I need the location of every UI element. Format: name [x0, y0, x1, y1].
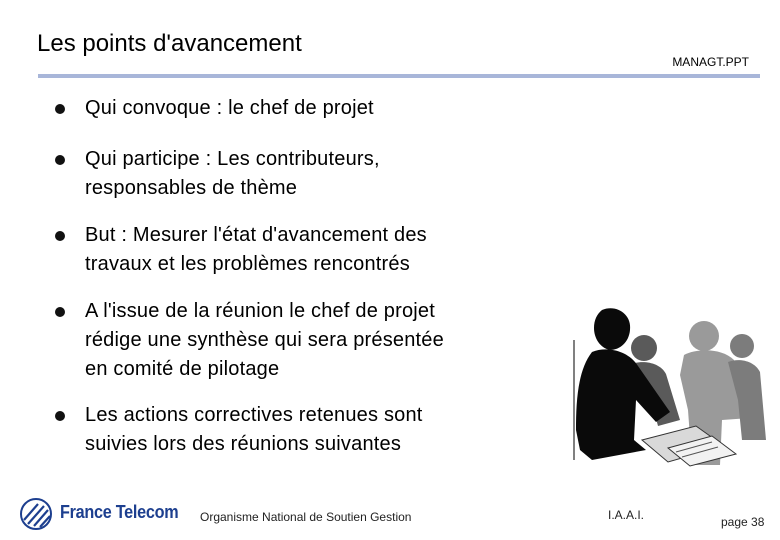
- title-underline: [38, 74, 760, 78]
- bullet-icon: [55, 307, 65, 317]
- file-reference: MANAGT.PPT: [672, 55, 749, 69]
- bullet-item: [55, 145, 380, 203]
- globe-logo-icon: [18, 496, 54, 532]
- bullet-item: [55, 94, 374, 123]
- bullet-item: [55, 297, 444, 384]
- logo-text: France Telecom: [60, 502, 179, 522]
- bullet-icon: [55, 231, 65, 241]
- slide-title: Les points d'avancement: [37, 30, 302, 57]
- bullet-text: Qui participe : Les contributeurs, responsables de thème: [85, 148, 380, 199]
- footer-organization: Organisme National de Soutien Gestion: [200, 510, 412, 524]
- bullet-icon: [55, 155, 65, 165]
- bullet-icon: [55, 104, 65, 114]
- bullet-text: But : Mesurer l'état d'avancement des travaux et les problèmes rencontrés: [85, 224, 427, 275]
- bullet-item: [55, 221, 427, 279]
- bullet-text: Qui convoque : le chef de projet: [85, 97, 374, 119]
- bullet-text: Les actions correctives retenues sont suivies lors des réunions suivantes: [85, 404, 423, 455]
- page-number: page 38: [721, 515, 765, 529]
- bullet-text: A l'issue de la réunion le chef de projet rédige une synthèse qui sera présentée en comité de pilotage: [85, 300, 444, 380]
- footer-code: I.A.A.I.: [608, 508, 645, 522]
- meeting-people-illustration: [572, 300, 768, 470]
- france-telecom-logo: [18, 496, 188, 532]
- bullet-item: [55, 401, 423, 459]
- bullet-icon: [55, 411, 65, 421]
